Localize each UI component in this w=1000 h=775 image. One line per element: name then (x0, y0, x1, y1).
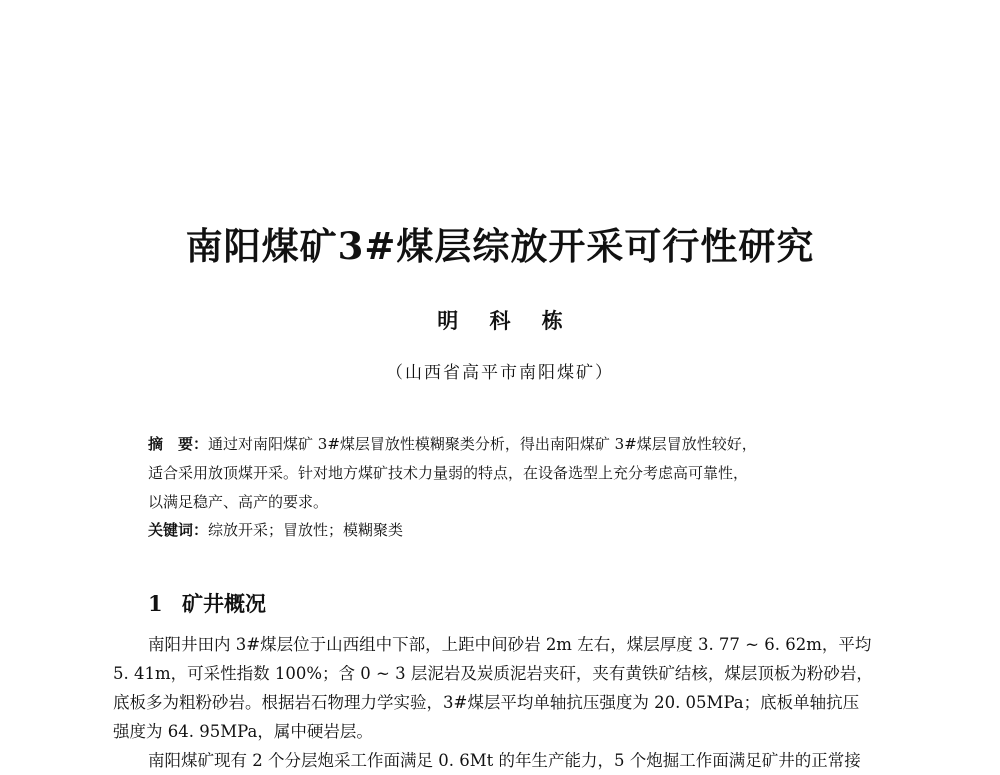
author-name: 明 科 栋 (437, 308, 575, 333)
keywords-text: 综放开采；冒放性；模糊聚类 (208, 521, 404, 539)
section-title: 矿井概况 (182, 591, 266, 616)
abstract-line-1 (148, 430, 878, 459)
body-text (113, 630, 893, 775)
section-number: 1 (148, 591, 163, 616)
body-line: 南阳煤矿现有 2 个分层炮采工作面满足 0. 6Mt 的年生产能力，5 个炮掘工作面满足矿井的正常接 (148, 751, 861, 770)
keywords-line (148, 519, 403, 540)
abstract-text: 通过对南阳煤矿 3#煤层冒放性模糊聚类分析，得出南阳煤矿 3#煤层冒放性较好， (208, 435, 757, 453)
body-line: 南阳井田内 3#煤层位于山西组中下部，上距中间砂岩 2m 左右，煤层厚度 3. 77 ~ 6. 62m，平均 (148, 635, 872, 654)
section-heading (148, 588, 266, 618)
body-line: 底板多为粗粉砂岩。根据岩石物理力学实验，3#煤层平均单轴抗压强度为 20. 05MPa；底板单轴抗压 (113, 693, 860, 712)
keywords-label: 关键词： (148, 521, 209, 539)
abstract-line-2: 适合采用放顶煤开采。针对地方煤矿技术力量弱的特点，在设备选型上充分考虑高可靠性， (148, 464, 749, 482)
abstract-block (148, 430, 878, 517)
abstract-label: 摘 要： (148, 435, 209, 453)
body-line: 强度为 64. 95MPa，属中硬岩层。 (113, 722, 373, 741)
paper-title: 南阳煤矿3#煤层综放开采可行性研究 (185, 224, 815, 268)
body-line: 5. 41m，可采性指数 100%；含 0 ~ 3 层泥岩及炭质泥岩夹矸，夹有黄铁矿结核，煤层顶板为粉砂岩， (113, 664, 873, 683)
author-affiliation: （山西省高平市南阳煤矿） (386, 363, 614, 383)
abstract-line-3: 以满足稳产、高产的要求。 (148, 493, 329, 511)
